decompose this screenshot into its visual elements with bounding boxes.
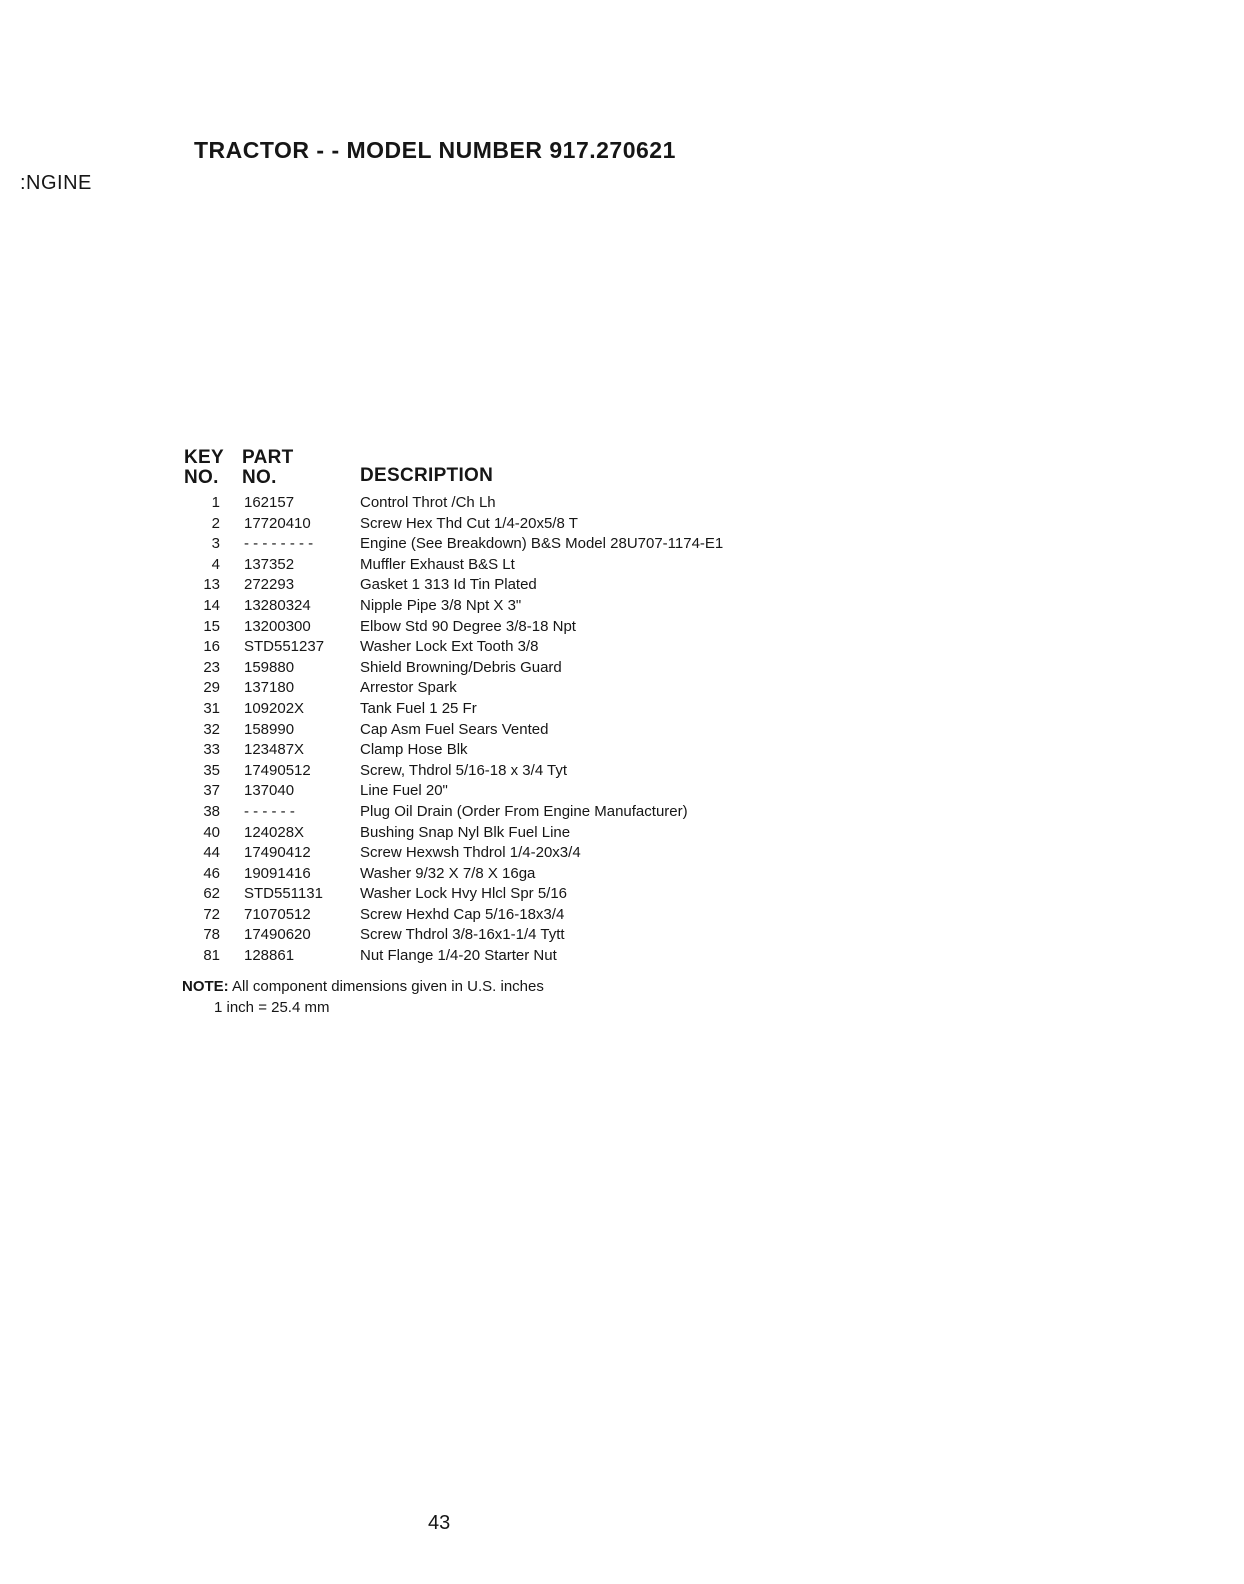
key-number: 32 — [203, 720, 220, 738]
key-number: 4 — [211, 555, 220, 573]
part-number: 137180 — [244, 679, 295, 697]
key-number: 78 — [203, 926, 220, 944]
part-number: 17490512 — [244, 761, 311, 779]
part-number: 17720410 — [244, 514, 311, 532]
note-label: NOTE: — [182, 978, 229, 995]
part-description: Screw Thdrol 3/8-16x1-1/4 Tytt — [360, 926, 565, 944]
part-description: Washer Lock Ext Tooth 3/8 — [360, 638, 539, 656]
key-number: 2 — [211, 514, 220, 532]
header-part-line1: PART — [242, 447, 294, 468]
note-line1: All component dimensions given in U.S. inches — [232, 978, 544, 995]
part-number: 162157 — [244, 494, 295, 511]
note — [182, 976, 544, 1018]
part-description: Arrestor Spark — [360, 679, 457, 697]
key-number: 29 — [203, 679, 220, 697]
part-number: 137352 — [244, 555, 295, 573]
part-description: Gasket 1 313 Id Tin Plated — [360, 576, 537, 594]
key-number: 3 — [211, 535, 220, 553]
part-description: Muffler Exhaust B&S Lt — [360, 555, 515, 573]
note-line2: 1 inch = 25.4 mm — [214, 999, 330, 1016]
part-number: 137040 — [244, 782, 295, 800]
part-number: 159880 — [244, 658, 295, 676]
key-number: 37 — [203, 782, 220, 800]
key-number: 81 — [203, 947, 220, 965]
part-description: Nut Flange 1/4-20 Starter Nut — [360, 947, 557, 965]
key-number: 31 — [203, 699, 220, 717]
part-number: 128861 — [244, 947, 295, 965]
part-description: Screw Hex Thd Cut 1/4-20x5/8 T — [360, 514, 578, 532]
part-description: Elbow Std 90 Degree 3/8-18 Npt — [360, 617, 576, 635]
section-title: :NGINE — [20, 172, 92, 194]
key-number: 13 — [203, 576, 220, 594]
part-number: 272293 — [244, 576, 295, 594]
part-number: STD551131 — [244, 885, 323, 903]
part-description: Washer Lock Hvy Hlcl Spr 5/16 — [360, 885, 568, 903]
part-description: Bushing Snap Nyl Blk Fuel Line — [360, 823, 571, 841]
part-number: STD551237 — [244, 638, 325, 656]
part-description: Engine (See Breakdown) B&S Model 28U707-1174-E1 — [360, 535, 724, 553]
part-description: Cap Asm Fuel Sears Vented — [360, 720, 549, 738]
part-number: - - - - - - — [244, 802, 295, 820]
key-number: 23 — [203, 658, 220, 676]
part-number: - - - - - - - - — [244, 535, 314, 553]
page-title: TRACTOR - - MODEL NUMBER 917.270621 — [194, 137, 676, 163]
header-part-line2: NO. — [242, 467, 277, 488]
part-number: 19091416 — [244, 864, 311, 882]
part-description: Tank Fuel 1 25 Fr — [360, 699, 477, 717]
key-number: 62 — [203, 885, 220, 903]
key-number: 15 — [203, 617, 220, 635]
header-key-line2: NO. — [184, 467, 219, 488]
part-number: 17490620 — [244, 926, 311, 944]
part-description: Control Throt /Ch Lh — [360, 494, 496, 511]
part-number: 17490412 — [244, 844, 311, 862]
key-number: 14 — [203, 596, 220, 614]
part-description: Screw, Thdrol 5/16-18 x 3/4 Tyt — [360, 761, 568, 779]
header-description: DESCRIPTION — [360, 465, 494, 486]
part-description: Screw Hexwsh Thdrol 1/4-20x3/4 — [360, 844, 581, 862]
header-key-line1: KEY — [184, 447, 224, 468]
key-number: 35 — [203, 761, 220, 779]
part-number: 13280324 — [244, 596, 311, 614]
part-description: Clamp Hose Blk — [360, 741, 468, 759]
part-number: 13200300 — [244, 617, 311, 635]
part-description: Washer 9/32 X 7/8 X 16ga — [360, 864, 536, 882]
key-number: 40 — [203, 823, 220, 841]
key-number: 38 — [203, 802, 220, 820]
key-number: 33 — [203, 741, 220, 759]
page-number: 43 — [428, 1512, 451, 1534]
part-description: Plug Oil Drain (Order From Engine Manufacturer) — [360, 802, 688, 820]
key-number: 46 — [203, 864, 220, 882]
key-number: 72 — [203, 905, 220, 923]
part-description: Screw Hexhd Cap 5/16-18x3/4 — [360, 905, 565, 923]
part-number: 158990 — [244, 720, 295, 738]
part-description: Nipple Pipe 3/8 Npt X 3" — [360, 596, 522, 614]
key-number: 1 — [211, 494, 220, 511]
part-number: 123487X — [244, 741, 305, 759]
part-number: 71070512 — [244, 905, 311, 923]
key-number: 16 — [203, 638, 220, 656]
key-number: 44 — [203, 844, 220, 862]
part-description: Shield Browning/Debris Guard — [360, 658, 562, 676]
part-description: Line Fuel 20" — [360, 782, 448, 800]
part-number: 109202X — [244, 699, 305, 717]
part-number: 124028X — [244, 823, 305, 841]
